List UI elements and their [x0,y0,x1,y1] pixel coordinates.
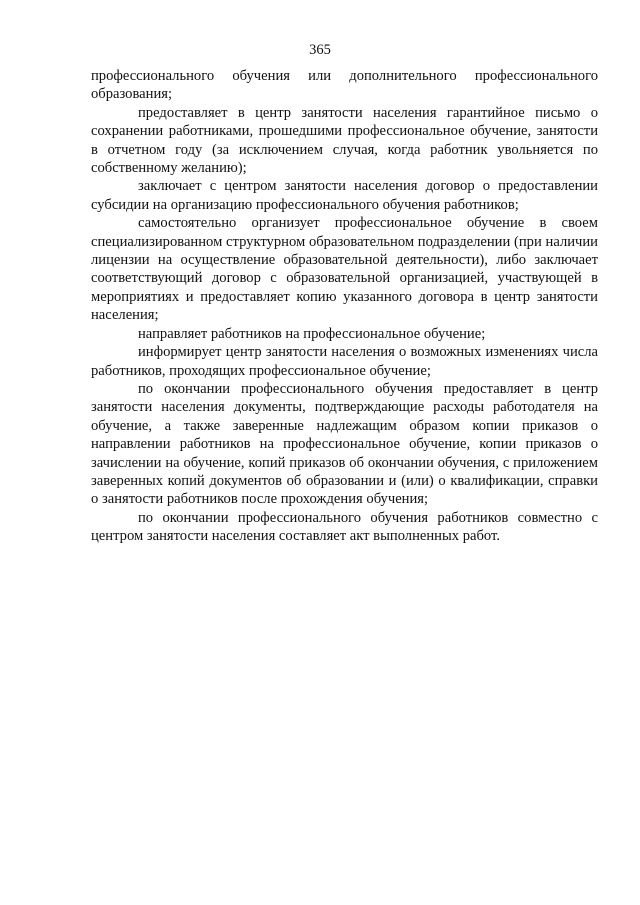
document-body [91,67,598,546]
paragraph: направляет работников на профессиональное обучение; [138,325,486,342]
paragraph: по окончании профессионального обучения предоставляет в центр занятости населения документы, подтверждающие расходы работодателя на обучение, а также заверенные надлежащим образом копии приказов о направлении работников на профессиональное обучение, копии приказов о зачислении на обучение, копий приказов об окончании обучения, с приложением заверенных копий документов об образовании и (или) о квалификации, справки о занятости работников после прохождения обучения; [91,380,598,508]
paragraph: предоставляет в центр занятости населения гарантийное письмо о сохранении работниками, прошедшими профессиональное обучение, занятости в отчетном году (за исключением случая, когда работник увольняется по собственному желанию); [91,104,598,177]
paragraph: профессионального обучения или дополнительного профессионального образования; [91,68,598,103]
page-number: 365 [309,42,331,58]
paragraph: заключает с центром занятости населения договор о предоставлении субсидии на организацию профессионального обучения работников; [91,178,598,213]
paragraph: самостоятельно организует профессиональное обучение в своем специализированном структурном образовательном подразделении (при наличии лицензии на осуществление образовательной деятельности), либо заключает соответствующий договор с образовательной организацией, участвующей в мероприятиях и предоставляет копию указанного договора в центр занятости населения; [91,215,598,324]
paragraph: информирует центр занятости населения о возможных изменениях числа работников, проходящих профессиональное обучение; [91,344,598,379]
paragraph: по окончании профессионального обучения работников совместно с центром занятости населения составляет акт выполненных работ. [91,509,598,545]
